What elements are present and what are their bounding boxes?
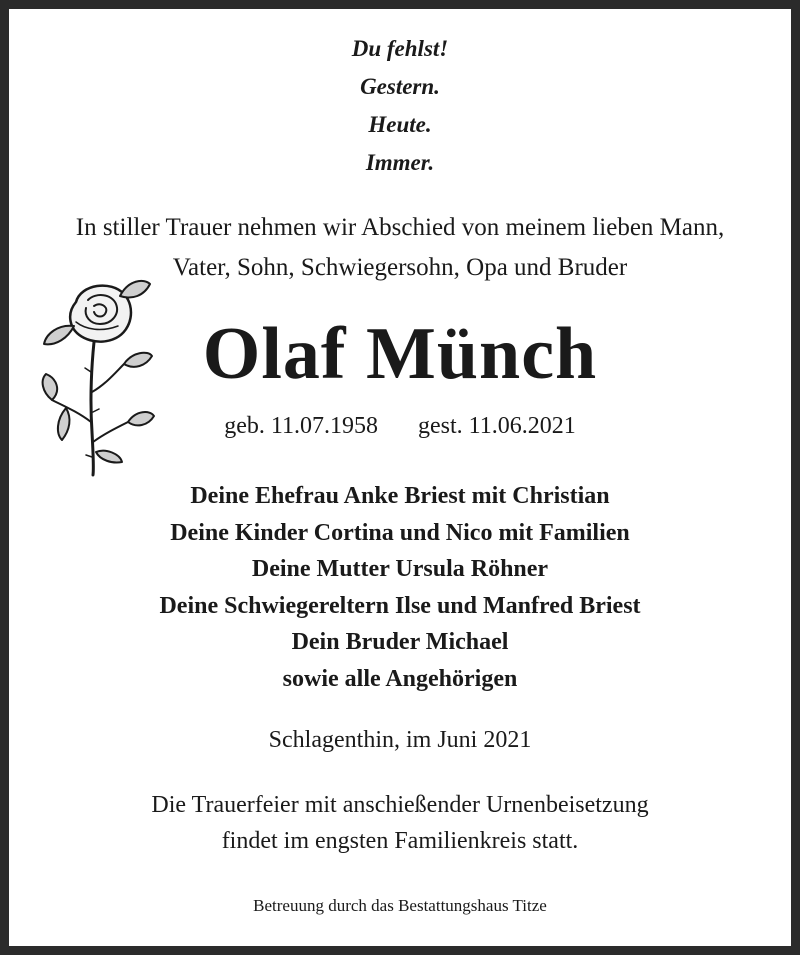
motto-line: Du fehlst! [351, 36, 449, 61]
motto-line: Heute. [368, 112, 432, 137]
death-date: gest. 11.06.2021 [417, 413, 576, 439]
birth-date: geb. 11.07.1958 [224, 413, 378, 439]
place-date: Schlagenthin, im Juni 2021 [268, 727, 532, 753]
life-dates [0, 408, 800, 444]
mourner-line: Deine Ehefrau Anke Briest mit Christian [190, 483, 610, 509]
intro-line: In stiller Trauer nehmen wir Abschied von meinem lieben Mann, [75, 214, 725, 241]
motto [0, 30, 800, 182]
ceremony-line: Die Trauerfeier mit anschießender Urnenbeisetzung [151, 792, 649, 818]
mourner-line: Deine Schwiegereltern Ilse und Manfred Briest [159, 592, 641, 619]
deceased-name: Olaf Münch [202, 313, 598, 395]
ceremony-line: findet im engsten Familienkreis statt. [221, 828, 579, 854]
ceremony-info [0, 787, 800, 859]
mourner-line: sowie alle Angehörigen [282, 665, 518, 692]
motto-line: Gestern. [360, 74, 440, 99]
mourner-line: Deine Mutter Ursula Röhner [251, 556, 549, 582]
mourner-line: Dein Bruder Michael [291, 629, 509, 655]
mourner-line: Deine Kinder Cortina und Nico mit Familien [170, 519, 630, 546]
mourners-list [0, 478, 800, 697]
funeral-home-credit: Betreuung durch das Bestattungshaus Titze [253, 896, 547, 915]
motto-line: Immer. [365, 150, 435, 175]
intro-line: Vater, Sohn, Schwiegersohn, Opa und Bruder [172, 254, 628, 281]
